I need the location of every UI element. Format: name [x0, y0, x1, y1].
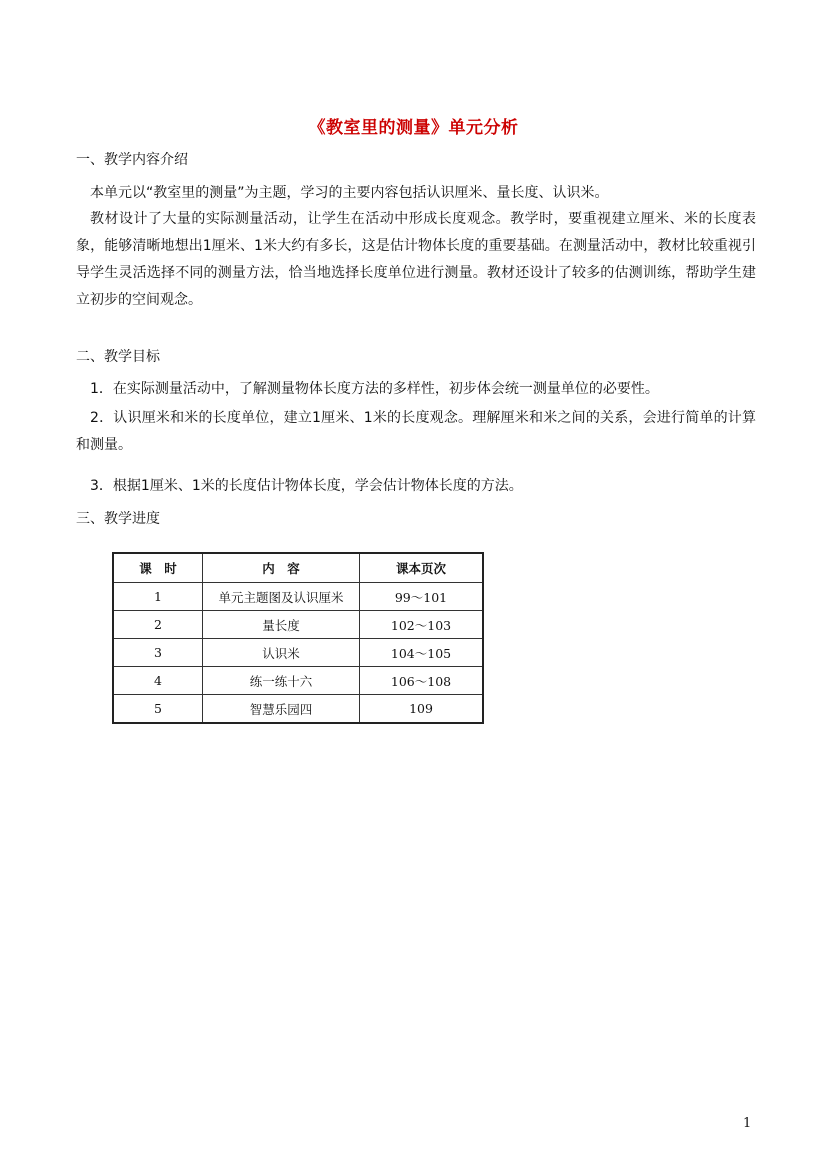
- cell-content: 量长度: [203, 611, 360, 639]
- cell-lesson: 1: [113, 583, 203, 611]
- document-title: 《教室里的测量》单元分析: [308, 118, 519, 138]
- cell-content: 单元主题图及认识厘米: [203, 583, 360, 611]
- cell-lesson: 2: [113, 611, 203, 639]
- table-header-row: [113, 553, 483, 583]
- section-heading-schedule: 三、教学进度: [76, 511, 160, 527]
- goal-item-2: 2．认识厘米和米的长度单位，建立1厘米、1米的长度观念。理解厘米和米之间的关系，会进行简单的计算和测量。: [76, 410, 756, 453]
- cell-content: 认识米: [203, 639, 360, 667]
- table-row: [113, 639, 483, 667]
- section-heading-goals: 二、教学目标: [76, 349, 160, 365]
- cell-pages: 109: [360, 695, 484, 724]
- table-row: [113, 611, 483, 639]
- header-content: 内 容: [203, 553, 360, 583]
- cell-lesson: 5: [113, 695, 203, 724]
- cell-pages: 106～108: [360, 667, 484, 695]
- section-heading-content: 一、教学内容介绍: [76, 152, 188, 168]
- table-row: [113, 583, 483, 611]
- materials-paragraph: 教材设计了大量的实际测量活动，让学生在活动中形成长度观念。教学时，要重视建立厘米、米的长度表象，能够清晰地想出1厘米、1米大约有多长，这是估计物体长度的重要基础。在测量活动中，教材比较重视引导学生灵活选择不同的测量方法，恰当地选择长度单位进行测量。教材还设计了较多的估测训练，帮助学生建立初步的空间观念。: [76, 211, 756, 308]
- goal-item-3: 3．根据1厘米、1米的长度估计物体长度，学会估计物体长度的方法。: [90, 478, 523, 494]
- cell-pages: 102～103: [360, 611, 484, 639]
- header-pages: 课本页次: [360, 553, 484, 583]
- cell-lesson: 3: [113, 639, 203, 667]
- cell-pages: 99～101: [360, 583, 484, 611]
- cell-lesson: 4: [113, 667, 203, 695]
- table-row: [113, 667, 483, 695]
- intro-paragraph: 本单元以“教室里的测量”为主题，学习的主要内容包括认识厘米、量长度、认识米。: [90, 185, 609, 201]
- cell-content: 练一练十六: [203, 667, 360, 695]
- cell-pages: 104～105: [360, 639, 484, 667]
- schedule-table: [112, 552, 484, 724]
- table-row: [113, 695, 483, 724]
- page-number: 1: [743, 1116, 752, 1131]
- cell-content: 智慧乐园四: [203, 695, 360, 724]
- goal-item-1: 1．在实际测量活动中，了解测量物体长度方法的多样性，初步体会统一测量单位的必要性。: [90, 381, 659, 397]
- header-lesson: 课 时: [113, 553, 203, 583]
